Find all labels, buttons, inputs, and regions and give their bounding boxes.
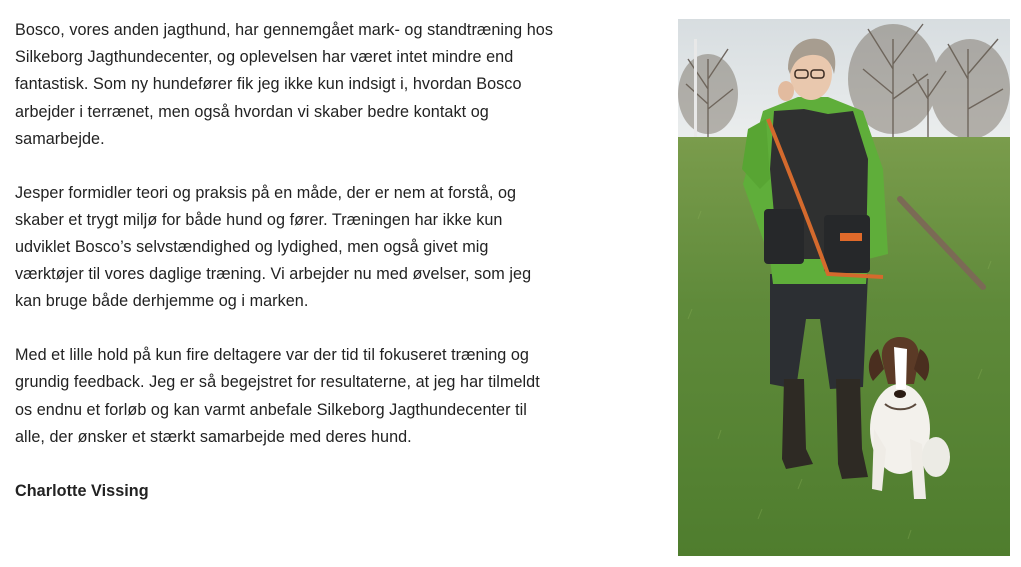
testimonial-author: Charlotte Vissing bbox=[15, 481, 149, 500]
trainer-with-dog-photo bbox=[678, 19, 1010, 556]
testimonial-text bbox=[15, 17, 560, 531]
testimonial-paragraph-3: Med et lille hold på kun fire deltagere var der tid til fokuseret træning og grundig feedback. Jeg er så begejstret for resultaterne, at jeg har tilmeldt os endnu et forløb og kan varmt anbefale Silkeborg Jagthundecenter til alle, der ønsker et stærkt samarbejde med deres hund. bbox=[15, 346, 540, 446]
testimonial-paragraph-2: Jesper formidler teori og praksis på en måde, der er nem at forstå, og skaber et trygt miljø for både hund og fører. Træningen har ikke kun udviklet Bosco’s selvstændighed og lydighed, men også givet mig værktøjer til vores daglige træning. Vi arbejder nu med øvelser, som jeg kan bruge både derhjemme og i marken. bbox=[15, 183, 532, 311]
photo-illustration bbox=[678, 19, 1010, 556]
testimonial-paragraph-1: Bosco, vores anden jagthund, har gennemgået mark- og standtræning hos Silkeborg Jagthundecenter, og oplevelsen har været intet mindre end fantastisk. Som ny hundefører fik jeg ikke kun indsigt i, hvordan Bosco arbejder i terrænet, men også hvordan vi skaber bedre kontakt og samarbejde. bbox=[15, 21, 553, 148]
